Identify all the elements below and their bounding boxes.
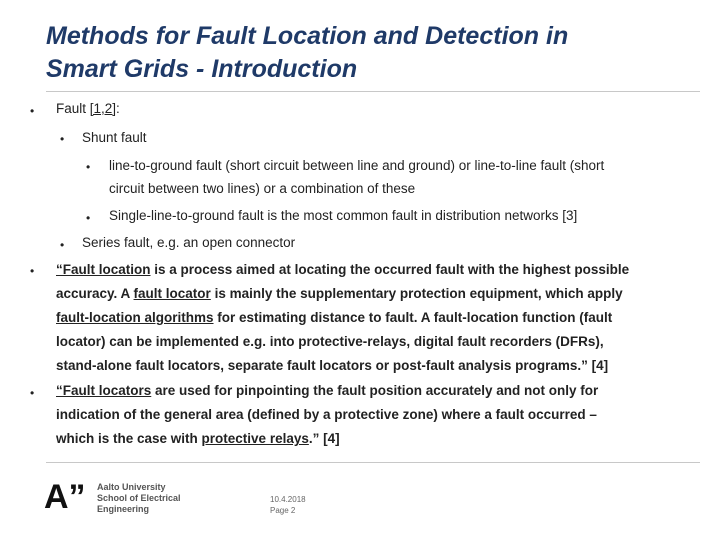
quote1-line-4: locator) can be implemented e.g. into protective-relays, digital fault recorders (DFRs), bbox=[56, 334, 604, 349]
bullet-dot: • bbox=[60, 132, 65, 146]
single-line-fault: Single-line-to-ground fault is the most common fault in distribution networks [3] bbox=[109, 208, 578, 223]
series-fault: Series fault, e.g. an open connector bbox=[82, 235, 296, 250]
footer-divider bbox=[46, 462, 700, 463]
bullet-dot: • bbox=[60, 238, 65, 252]
bullet-dot: • bbox=[86, 211, 91, 225]
quote2-line-3: which is the case with protective relays.” [4] bbox=[56, 431, 340, 446]
quote1-line-3: fault-location algorithms for estimating distance to fault. A fault-location function (fault bbox=[56, 310, 613, 325]
title-line-1: Methods for Fault Location and Detection in bbox=[46, 22, 569, 50]
quote2-line-2: indication of the general area (defined by a protective zone) where a fault occurred – bbox=[56, 407, 597, 422]
l2g-line-2: circuit between two lines) or a combination of these bbox=[109, 181, 416, 196]
title-divider bbox=[46, 91, 700, 92]
page-number: Page 2 bbox=[270, 506, 296, 515]
fault-heading: Fault [1,2]: bbox=[56, 101, 120, 116]
bullet-dot: • bbox=[86, 160, 91, 174]
footer-date-page bbox=[270, 494, 306, 516]
footer-date: 10.4.2018 bbox=[270, 495, 306, 504]
bullet-dot: • bbox=[30, 264, 35, 278]
bullet-dot: • bbox=[30, 386, 35, 400]
quote1-line-1: “Fault location is a process aimed at locating the occurred fault with the highest possible bbox=[56, 262, 630, 277]
aalto-logo-text: Aalto University School of Electrical Engineering bbox=[97, 482, 181, 514]
quote2-line-1: “Fault locators are used for pinpointing the fault position accurately and not only for bbox=[56, 383, 599, 398]
slide-title bbox=[46, 20, 686, 86]
l2g-line-1: line-to-ground fault (short circuit between line and ground) or line-to-line fault (short bbox=[109, 158, 605, 173]
bullet-dot: • bbox=[30, 104, 35, 118]
shunt-fault: Shunt fault bbox=[82, 130, 147, 145]
aalto-logo-mark: A” bbox=[44, 478, 86, 516]
fault-ref: [1,2] bbox=[89, 101, 117, 116]
quote1-line-2: accuracy. A fault locator is mainly the supplementary protection equipment, which apply bbox=[56, 286, 623, 301]
title-line-2: Smart Grids - Introduction bbox=[46, 55, 358, 83]
quote1-line-5: stand-alone fault locators, separate fault locators or post-fault analysis programs.” [4] bbox=[56, 358, 609, 373]
